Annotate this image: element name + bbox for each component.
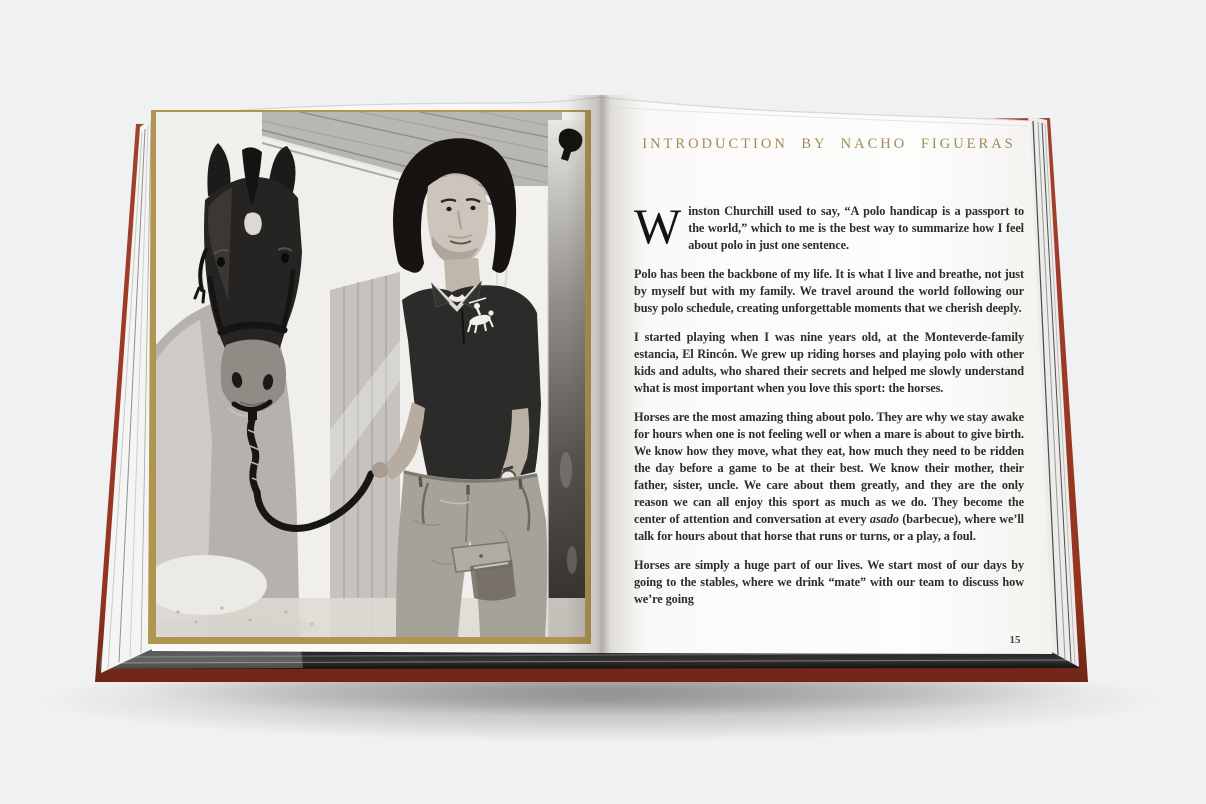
paragraph: I started playing when I was nine years old, at the Monteverde-family estancia, El Rincón. We grew up riding horses and playing polo with other kids and adults, who shared their secrets and helped me slowly understand what is most important when you love this sport: the horses. xyxy=(634,330,1024,395)
body-text xyxy=(634,198,1024,608)
intro-text: inston Churchill used to say, “A polo handicap is a passport to the world,” which to me is the best way to summarize how I feel about polo in just one sentence. xyxy=(688,204,1024,252)
paragraph-text: Horses are the most amazing thing about polo. They are why we stay awake for hours when one is not feeling well or when a mare is about to give birth. We know how they move, what they eat, how much they need to be ridden the day before a game to be at their best. We know their mother, their father, sister, uncle. We care about them greatly, and they are the only reason we can all enjoy this sport as much as we do. They become the center of attention and conversation at every xyxy=(634,410,1024,526)
drop-cap: W xyxy=(634,198,680,254)
bw-photo-man-with-horse xyxy=(143,112,585,640)
italic-word: asado xyxy=(869,512,899,526)
gutter-shadow xyxy=(566,95,638,655)
right-hand xyxy=(372,462,388,478)
horse-star-marking xyxy=(244,212,262,235)
intro-paragraph xyxy=(634,198,1024,254)
right-page-content xyxy=(634,130,1024,646)
chapter-title: INTRODUCTION BY NACHO FIGUERAS xyxy=(642,136,1016,152)
left-page-edges xyxy=(101,116,155,673)
paragraph-text: (barbecue), where we’ll talk for hours about that horse that runs or turns, or a play, a foul. xyxy=(634,512,1024,543)
page-number: 15 xyxy=(1009,634,1021,646)
paragraph xyxy=(634,409,1024,545)
stable-door-boards xyxy=(330,272,400,637)
paragraph: Polo has been the backbone of my life. It is what I live and breathe, not just by myself but with my family. We travel around the world following our busy polo schedule, creating unforgettable moments that we cherish deeply. xyxy=(634,267,1024,315)
paragraph: Horses are simply a huge part of our lives. We start most of our days by going to the stables, where we drink “mate” with our team to discuss how we’re going xyxy=(634,558,1024,606)
